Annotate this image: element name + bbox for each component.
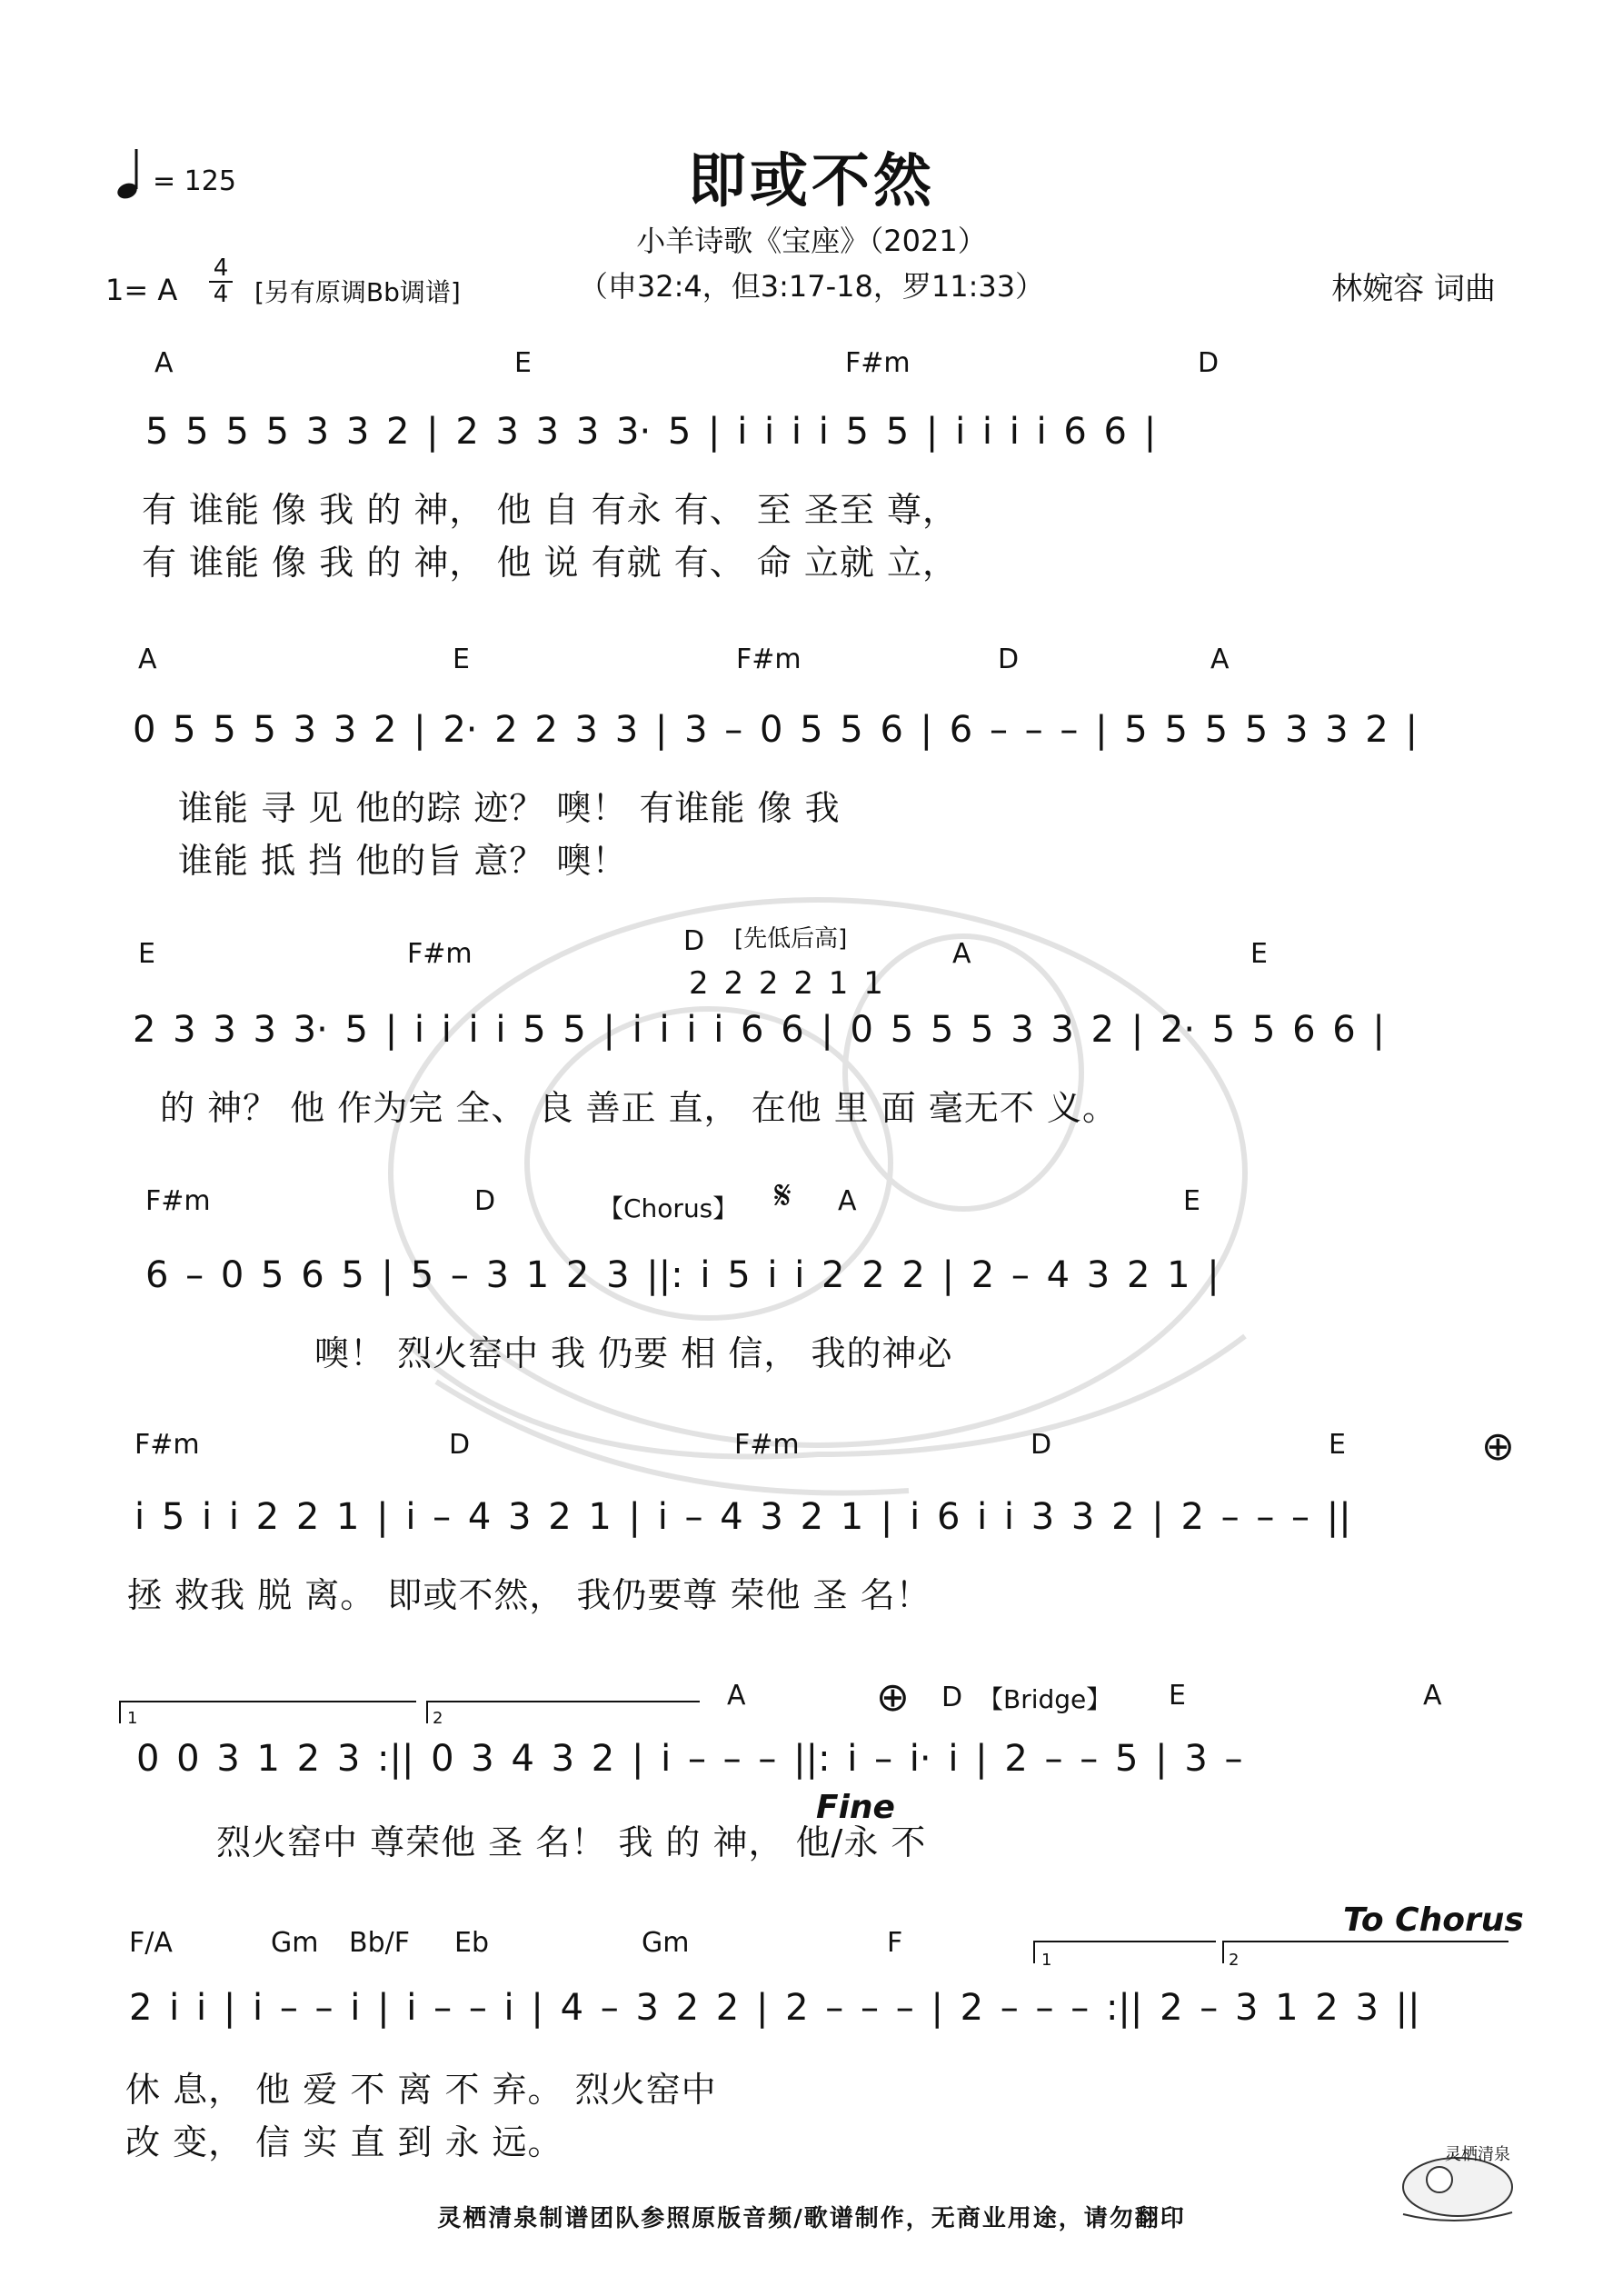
harmony-notes: 2 2 2 2 1 1 [689,965,883,1002]
chord-E: E [1183,1185,1200,1217]
chord-Gm: Gm [642,1927,690,1959]
coda-icon: ⊕ [876,1674,910,1721]
alternate-key-note: [另有原调Bb调谱] [254,277,461,307]
notation-line-2: 0 5 5 5 3 3 2 | 2· 2 2 3 3 | 3 – 0 5 5 6 | 6 – – – | 5 5 5 5 3 3 2 | [133,709,1418,751]
time-sig-bottom: 4 [209,281,233,307]
chord-Bb-over-F: Bb/F [349,1927,410,1959]
tempo-marking: = 125 [153,165,236,197]
chord-D: D [474,1185,496,1217]
lyric-1-verse-1: 有 谁能 像 我 的 神， 他 自 有永 有、 至 圣至 尊， [142,490,958,530]
notation-line-3: 2 3 3 3 3· 5 | i i i i 5 5 | i i i i 6 6 | 0 5 5 5 3 3 2 | 2· 5 5 6 6 | [133,1009,1385,1051]
bridge-label: 【Bridge】 [978,1684,1112,1714]
chord-Fsharp-m: F#m [845,347,911,379]
segno-icon: 𝄋 [774,1173,792,1219]
chord-D: D [1198,347,1220,379]
coda-icon: ⊕ [1481,1423,1515,1470]
chord-A: A [838,1185,857,1217]
lyric-4: 噢！ 烈火窑中 我 仍要 相 信， 我的神必 [314,1333,953,1373]
chord-D: D [449,1429,471,1461]
lyric-2-verse-1: 谁能 寻 见 他的踪 迹？ 噢！ 有谁能 像 我 [178,788,841,828]
chord-F-over-A: F/A [129,1927,173,1959]
scripture-references: （申32:4，但3:17-18，罗11:33） [578,269,1045,304]
album-subtitle: 小羊诗歌《宝座》（2021） [636,224,987,258]
song-title: 即或不然 [688,148,935,215]
chord-E: E [1250,938,1268,970]
chord-E: E [1169,1680,1186,1712]
composer-credit: 林婉容 词曲 [1331,271,1496,307]
lyric-1-verse-2: 有 谁能 像 我 的 神， 他 说 有就 有、 命 立就 立， [142,543,958,583]
chord-E: E [514,347,532,379]
chorus-label: 【Chorus】 [598,1193,739,1223]
lyric-7-verse-2: 改 变， 信 实 直 到 永 远。 [125,2122,563,2162]
lyric-2-verse-2: 谁能 抵 挡 他的旨 意？ 噢！ [178,841,628,881]
chord-A: A [727,1680,746,1712]
chord-Fsharp-m: F#m [145,1185,211,1217]
chord-D: D [683,925,705,957]
chord-A: A [1423,1680,1442,1712]
second-ending-number: 2 [433,1709,443,1728]
chord-Fsharp-m: F#m [407,938,473,970]
key-signature: 1= A [105,273,178,307]
chord-Eb: Eb [454,1927,489,1959]
chord-E: E [453,644,470,675]
copyright-footer: 灵栖清泉制谱团队参照原版音频/歌谱制作，无商业用途，请勿翻印 [437,2205,1186,2232]
chord-D: D [941,1682,963,1713]
time-sig-top: 4 [213,255,229,282]
chord-E: E [1329,1429,1346,1461]
chord-E: E [138,938,155,970]
chord-Fsharp-m: F#m [134,1429,200,1461]
fine-marking: Fine [816,1789,895,1826]
chord-A: A [154,347,174,379]
chord-Fsharp-m: F#m [734,1429,800,1461]
performance-note: [先低后高] [734,925,848,953]
lyric-3: 的 神？ 他 作为完 全、 良 善正 直， 在他 里 面 毫无不 义。 [160,1088,1118,1128]
second-ending-number: 2 [1229,1951,1240,1970]
chord-Gm: Gm [271,1927,319,1959]
first-ending-number: 1 [127,1709,138,1728]
lyric-6: 烈火窑中 尊荣他 圣 名！ 我 的 神， 他/永 不 [216,1822,927,1862]
lyric-5: 拯 救我 脱 离。 即或不然， 我仍要尊 荣他 圣 名！ [127,1575,931,1615]
chord-A: A [952,938,971,970]
first-ending-number: 1 [1041,1951,1052,1970]
chord-D: D [1031,1429,1052,1461]
chord-D: D [998,644,1020,675]
notation-line-7: 2 i i | i – – i | i – – i | 4 – 3 2 2 | 2 – – – | 2 – – – :|| 2 – 3 1 2 3 || [129,1987,1420,2029]
notation-line-6: 0 0 3 1 2 3 :|| 0 3 4 3 2 | i – – – ||: i – i· i | 2 – – 5 | 3 – [136,1738,1243,1780]
to-chorus-marking: To Chorus [1343,1902,1524,1939]
chord-F: F [887,1927,903,1959]
logo-text: 灵栖清泉 [1445,2145,1510,2164]
lyric-7-verse-1: 休 息， 他 爱 不 离 不 弃。 烈火窑中 [125,2070,717,2110]
notation-line-1: 5 5 5 5 3 3 2 | 2 3 3 3 3· 5 | i i i i 5 5 | i i i i 6 6 | [145,411,1157,453]
chord-A: A [138,644,157,675]
notation-line-4: 6 – 0 5 6 5 | 5 – 3 1 2 3 ||: i 5 i i 2 2 2 | 2 – 4 3 2 1 | [145,1254,1220,1296]
chord-A: A [1210,644,1230,675]
notation-line-5: i 5 i i 2 2 1 | i – 4 3 2 1 | i – 4 3 2 1 | i 6 i i 3 3 2 | 2 – – – || [134,1496,1351,1538]
chord-Fsharp-m: F#m [736,644,802,675]
